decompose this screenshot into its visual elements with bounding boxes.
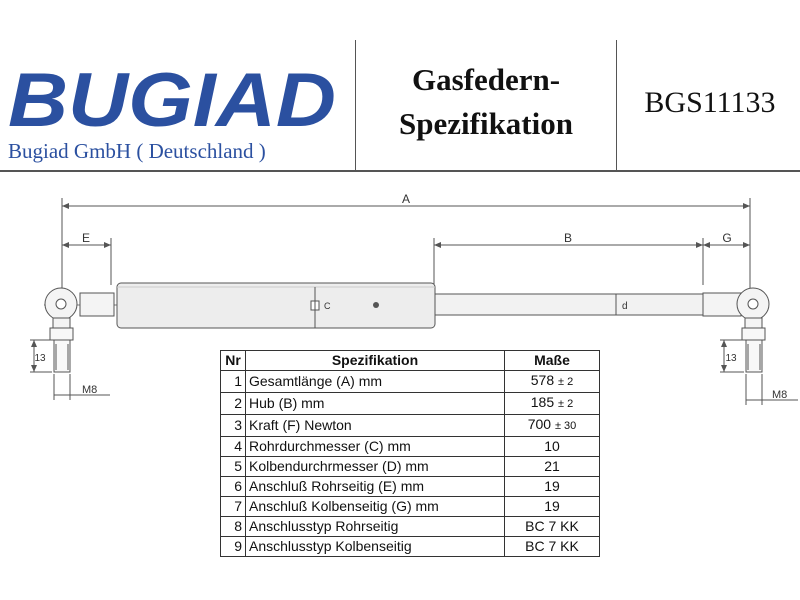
dimension-a-label: A [401, 192, 411, 206]
cylinder-tube [117, 283, 435, 328]
dimension-e [62, 231, 111, 245]
table-row [221, 437, 600, 457]
value-number: 185 [530, 394, 555, 410]
column-header-nr: Nr [221, 351, 246, 371]
table-row [221, 497, 600, 517]
title-line-1: Gasfedern- [411, 62, 561, 97]
value-tolerance: ± 2 [558, 376, 574, 388]
row-spec: Anschluß Rohrseitig (E) mm [246, 477, 505, 497]
table-row [221, 537, 600, 557]
row-value: 19 [505, 497, 600, 517]
right-threaded-stud [742, 328, 765, 372]
thread-length-left: 13 [34, 353, 46, 364]
row-spec: Kraft (F) Newton [246, 415, 505, 437]
row-spec: Anschlusstyp Kolbenseitig [246, 537, 505, 557]
thread-length-right: 13 [725, 353, 737, 364]
row-number: 9 [221, 537, 246, 557]
row-number: 6 [221, 477, 246, 497]
dimension-g-label: G [722, 231, 732, 245]
header-rule [0, 170, 800, 172]
value-number: 700 [527, 416, 552, 432]
part-number: BGS11133 [644, 86, 776, 119]
table-row [221, 415, 600, 437]
row-number: 1 [221, 371, 246, 393]
header-divider [355, 40, 356, 171]
table-row [221, 457, 600, 477]
row-number: 3 [221, 415, 246, 437]
dimension-c-label: C [324, 301, 331, 311]
row-value: 19 [505, 477, 600, 497]
bugiad-logo [6, 58, 346, 138]
thread-size-left: M8 [82, 384, 98, 396]
dimension-b-label: B [563, 231, 573, 245]
left-ball-socket [45, 288, 114, 328]
row-spec: Anschluß Kolbenseitig (G) mm [246, 497, 505, 517]
row-number: 5 [221, 457, 246, 477]
dimension-e-label: E [81, 231, 91, 245]
row-spec: Hub (B) mm [246, 393, 505, 415]
header-divider [616, 40, 617, 171]
value-tolerance: ± 30 [554, 420, 577, 432]
row-value [505, 393, 600, 415]
table-row [221, 517, 600, 537]
row-spec: Gesamtlänge (A) mm [246, 371, 505, 393]
row-number: 2 [221, 393, 246, 415]
left-threaded-stud [50, 328, 73, 372]
row-number: 8 [221, 517, 246, 537]
dimension-d-label: d [622, 301, 628, 312]
extension-lines [62, 198, 750, 290]
row-value [505, 415, 600, 437]
document-title [360, 58, 612, 146]
row-number: 4 [221, 437, 246, 457]
row-value: BC 7 KK [505, 517, 600, 537]
row-value: 21 [505, 457, 600, 477]
table-row [221, 393, 600, 415]
row-value: BC 7 KK [505, 537, 600, 557]
row-spec: Kolbendurchrmesser (D) mm [246, 457, 505, 477]
row-spec: Anschlusstyp Rohrseitig [246, 517, 505, 537]
table-row [221, 371, 600, 393]
table-row [221, 477, 600, 497]
dimension-a [62, 192, 750, 206]
row-spec: Rohrdurchmesser (C) mm [246, 437, 505, 457]
company-name: Bugiad GmbH ( Deutschland ) [8, 139, 266, 163]
logo-wordmark: BUGIAD [8, 58, 336, 138]
row-value [505, 371, 600, 393]
value-tolerance: ± 2 [558, 398, 574, 410]
piston-rod [435, 294, 703, 315]
title-line-2: Spezifikation [399, 106, 573, 141]
value-number: 578 [530, 372, 555, 388]
specification-table [220, 350, 600, 557]
table-header-row [221, 351, 600, 371]
row-number: 7 [221, 497, 246, 517]
dimension-g [703, 231, 750, 245]
thread-size-right: M8 [772, 389, 788, 401]
column-header-value: Maße [505, 351, 600, 371]
right-ball-socket [703, 288, 769, 328]
column-header-spec: Spezifikation [246, 351, 505, 371]
row-value: 10 [505, 437, 600, 457]
dimension-b [434, 231, 703, 245]
